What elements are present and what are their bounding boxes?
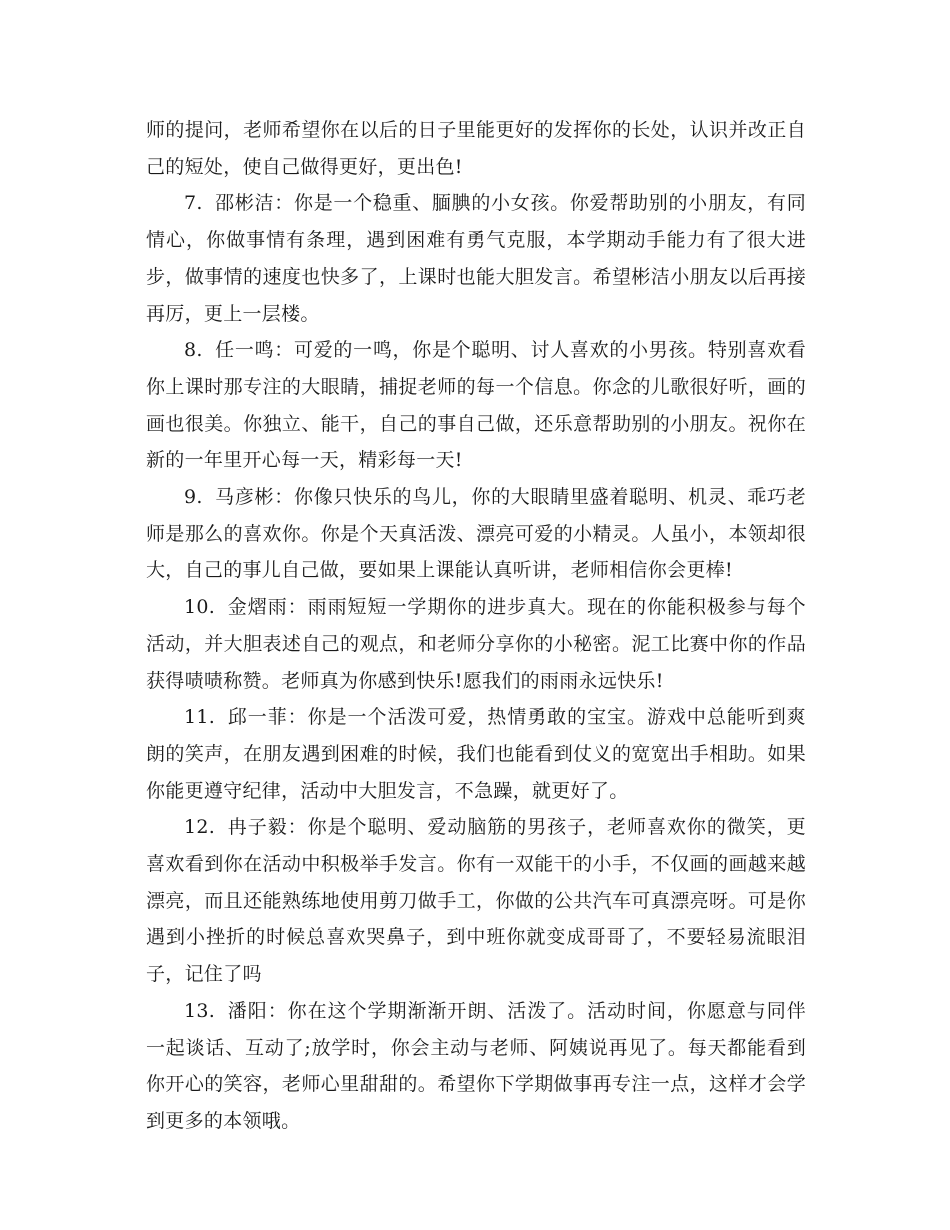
student-name: 潘阳 — [227, 999, 268, 1022]
comment-text: ：你像只快乐的鸟儿，你的大眼睛里盛着聪明、机灵、乖巧老师是那么的喜欢你。你是个天真活泼、漂亮可爱的小精灵。人虽小，本领却很大，自己的事儿自己做，要如果上课能认真听讲，老师相信你会更棒! — [146, 486, 806, 582]
document-body — [146, 112, 806, 1140]
comment-paragraph-9 — [146, 479, 806, 589]
comment-paragraph-7 — [146, 185, 806, 332]
comment-number: 9. — [184, 486, 203, 509]
student-name: 冉子毅 — [227, 816, 288, 839]
comment-text: ：可爱的一鸣，你是个聪明、讨人喜欢的小男孩。特别喜欢看你上课时那专注的大眼睛，捕捉老师的每一个信息。你念的儿歌很好听，画的画也很美。你独立、能干，自己的事自己做，还乐意帮助别的小朋友。祝你在新的一年里开心每一天，精彩每一天! — [146, 339, 806, 472]
comment-number: 10. — [184, 596, 216, 619]
comment-paragraph-12 — [146, 809, 806, 993]
comment-number: 13. — [184, 999, 216, 1022]
comment-paragraph-10 — [146, 589, 806, 699]
comment-paragraph-13 — [146, 993, 806, 1140]
comment-text: ：你是一个活泼可爱，热情勇敢的宝宝。游戏中总能听到爽朗的笑声，在朋友遇到困难的时候，我们也能看到仗义的宽宽出手相助。如果你能更遵守纪律，活动中大胆发言，不急躁，就更好了。 — [146, 706, 806, 802]
comment-text: ：你是个聪明、爱动脑筋的男孩子，老师喜欢你的微笑，更喜欢看到你在活动中积极举手发言。你有一双能干的小手，不仅画的画越来越漂亮，而且还能熟练地使用剪刀做手工，你做的公共汽车可真漂亮呀。可是你遇到小挫折的时候总喜欢哭鼻子，到中班你就变成哥哥了，不要轻易流眼泪子，记住了吗 — [146, 816, 806, 986]
comment-number: 7. — [184, 192, 203, 215]
comment-text: ：雨雨短短一学期你的进步真大。现在的你能积极参与每个活动，并大胆表述自己的观点，和老师分享你的小秘密。泥工比赛中你的作品获得啧啧称赞。老师真为你感到快乐!愿我们的雨雨永远快乐! — [146, 596, 806, 692]
paragraph-text: 师的提问，老师希望你在以后的日子里能更好的发挥你的长处，认识并改正自己的短处，使自己做得更好，更出色! — [146, 119, 806, 178]
comment-number: 11. — [184, 706, 216, 729]
student-name: 马彦彬 — [214, 486, 275, 509]
comment-number: 12. — [184, 816, 216, 839]
comment-number: 8. — [184, 339, 203, 362]
paragraph-continued — [146, 112, 806, 185]
student-name: 金熠雨 — [227, 596, 288, 619]
student-name: 任一鸣 — [214, 339, 275, 362]
student-name: 邱一菲 — [227, 706, 288, 729]
student-name: 邵彬洁 — [214, 192, 275, 215]
comment-text: ：你在这个学期渐渐开朗、活泼了。活动时间，你愿意与同伴一起谈话、互动了;放学时，你会主动与老师、阿姨说再见了。每天都能看到你开心的笑容，老师心里甜甜的。希望你下学期做事再专注一点，这样才会学到更多的本领哦。 — [146, 999, 806, 1132]
comment-paragraph-11 — [146, 699, 806, 809]
comment-paragraph-8 — [146, 332, 806, 479]
comment-text: ：你是一个稳重、腼腆的小女孩。你爱帮助别的小朋友，有同情心，你做事情有条理，遇到困难有勇气克服，本学期动手能力有了很大进步，做事情的速度也快多了，上课时也能大胆发言。希望彬洁小朋友以后再接再厉，更上一层楼。 — [146, 192, 806, 325]
